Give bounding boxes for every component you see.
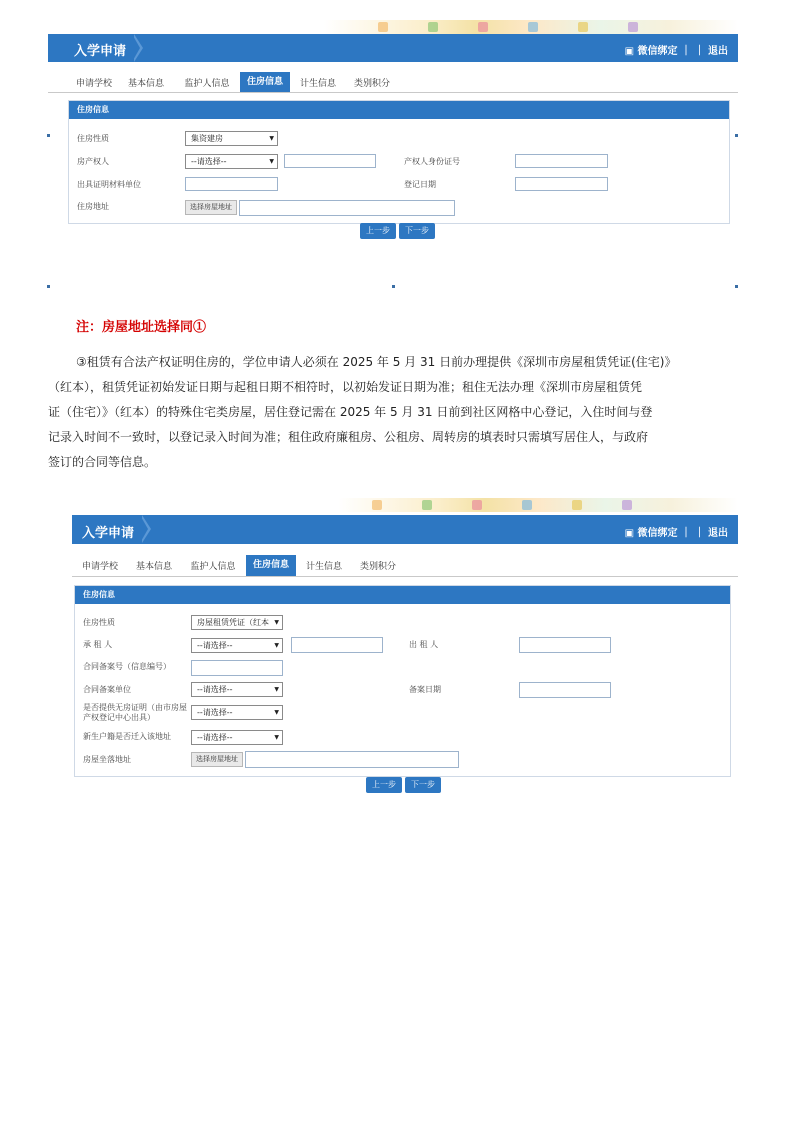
owner-id-input[interactable] [515, 154, 608, 168]
tab-family-planning[interactable]: 计生信息 [299, 79, 336, 89]
label-address: 房屋坐落地址 [83, 755, 131, 764]
dropdown-arrow-icon: ▼ [274, 619, 279, 626]
owner-name-input[interactable] [284, 154, 376, 168]
hukou-moved-select[interactable] [191, 730, 283, 745]
hukou-moved-select-value: --请选择-- [197, 733, 233, 742]
screenshot-housing-rented [72, 498, 738, 796]
tab-housing-info[interactable]: 住房信息 [246, 555, 296, 576]
page-title: 入学申请 [74, 44, 127, 59]
housing-nature-select[interactable] [185, 131, 278, 146]
tab-basic-info[interactable]: 基本信息 [135, 562, 172, 572]
no-house-proof-select[interactable] [191, 705, 283, 720]
record-date-input[interactable] [519, 682, 611, 698]
next-step-button[interactable]: 下一步 [405, 777, 441, 793]
label-owner-id: 产权人身份证号 [404, 157, 460, 166]
label-lessor: 出 租 人 [409, 640, 439, 649]
paragraph-line-4: 记录入时间不一致时，以登记录入时间为准；租住政府廉租房、公租房、周转房的填表时只需填写居住人，与政府 [48, 430, 649, 444]
paragraph-line-3: 证（住宅）》（红本）的特殊住宅类房屋，居住登记需在 2025 年 5 月 31 日前到社区网格中心登记，入住时间与登 [48, 405, 653, 419]
contract-no-input[interactable] [191, 660, 283, 676]
resize-handle [735, 134, 738, 137]
renter-select[interactable] [191, 638, 283, 653]
paragraph-line-2: （红本），租赁凭证初始发证日期与起租日期不相符时，以初始发证日期为准；租住无法办理《深圳市房屋租赁凭 [48, 380, 643, 394]
panel-title: 住房信息 [75, 586, 730, 604]
reg-date-input[interactable] [515, 177, 608, 191]
tab-category-points[interactable]: 类别积分 [353, 79, 390, 89]
lessor-input[interactable] [519, 637, 611, 653]
label-renter: 承 租 人 [83, 640, 113, 649]
header-bar [48, 34, 738, 62]
tab-guardian-info[interactable]: 监护人信息 [190, 562, 236, 572]
header-bar [72, 515, 738, 544]
housing-panel [74, 585, 731, 777]
housing-nature-value: 房屋租赁凭证（红本 [197, 618, 269, 627]
dropdown-arrow-icon: ▼ [274, 642, 279, 649]
tab-bar [48, 72, 738, 93]
address-input[interactable] [245, 751, 459, 768]
label-owner: 房产权人 [77, 157, 109, 166]
address-input[interactable] [239, 200, 455, 216]
panel-title: 住房信息 [69, 101, 729, 119]
header-actions[interactable] [625, 42, 728, 57]
header-actions-text[interactable]: 微信绑定 ｜ ｜ 退出 [637, 528, 728, 539]
tab-basic-info[interactable]: 基本信息 [127, 79, 164, 89]
label-no-house-proof: 是否提供无房证明（由市房屋产权登记中心出具） [83, 703, 187, 722]
header-actions-text[interactable]: 微信绑定 ｜ ｜ 退出 [637, 46, 728, 57]
prev-step-button[interactable]: 上一步 [360, 223, 396, 239]
owner-select-value: --请选择-- [191, 157, 227, 166]
label-housing-nature: 住房性质 [77, 134, 109, 143]
wechat-icon: ▣ [624, 46, 638, 57]
tab-family-planning[interactable]: 计生信息 [305, 562, 342, 572]
paragraph-line-5: 签订的合同等信息。 [48, 455, 157, 469]
next-step-button[interactable]: 下一步 [399, 223, 435, 239]
housing-nature-select[interactable] [191, 615, 283, 630]
record-unit-select-value: --请选择-- [197, 685, 233, 694]
decorative-banner [48, 20, 738, 34]
dropdown-arrow-icon: ▼ [274, 734, 279, 741]
housing-panel [68, 100, 730, 224]
dropdown-arrow-icon: ▼ [274, 686, 279, 693]
housing-nature-value: 集资建房 [191, 134, 223, 143]
wechat-icon: ▣ [624, 528, 638, 539]
label-hukou-moved: 新生户籍是否迁入该地址 [83, 732, 171, 741]
tab-guardian-info[interactable]: 监护人信息 [184, 79, 230, 89]
resize-handle [392, 285, 395, 288]
title-chevron-inner [140, 515, 148, 543]
record-unit-select[interactable] [191, 682, 283, 697]
tab-bar [72, 555, 738, 577]
dropdown-arrow-icon: ▼ [269, 135, 274, 142]
dropdown-arrow-icon: ▼ [274, 709, 279, 716]
decorative-banner [72, 498, 738, 512]
paragraph-line-1: ③租赁有合法产权证明住房的，学位申请人必须在 2025 年 5 月 31 日前办理提供《深圳市房屋租赁凭证(住宅)》 [76, 355, 677, 369]
tab-housing-info[interactable]: 住房信息 [240, 72, 290, 92]
label-issuer: 出具证明材料单位 [77, 180, 141, 189]
prev-step-button[interactable]: 上一步 [366, 777, 402, 793]
label-contract-no: 合同备案号（信息编号） [83, 662, 171, 671]
tab-apply-school[interactable]: 申请学校 [81, 562, 118, 572]
dropdown-arrow-icon: ▼ [269, 158, 274, 165]
label-housing-nature: 住房性质 [83, 618, 115, 627]
resize-handle [735, 285, 738, 288]
owner-select[interactable] [185, 154, 278, 169]
page-title: 入学申请 [82, 526, 135, 541]
label-reg-date: 登记日期 [404, 180, 436, 189]
label-record-unit: 合同备案单位 [83, 685, 131, 694]
header-actions[interactable] [625, 524, 728, 539]
select-address-button[interactable]: 选择房屋地址 [185, 200, 237, 215]
select-address-button[interactable]: 选择房屋地址 [191, 752, 243, 767]
screenshot-housing-owned [48, 20, 738, 242]
note-heading: 注：房屋地址选择同① [76, 320, 207, 335]
label-address: 住房地址 [77, 202, 109, 211]
resize-handle [47, 285, 50, 288]
tab-apply-school[interactable]: 申请学校 [75, 79, 112, 89]
renter-name-input[interactable] [291, 637, 383, 653]
renter-select-value: --请选择-- [197, 641, 233, 650]
resize-handle [47, 134, 50, 137]
no-house-proof-select-value: --请选择-- [197, 708, 233, 717]
issuer-input[interactable] [185, 177, 278, 191]
title-chevron-inner [132, 34, 140, 62]
tab-category-points[interactable]: 类别积分 [359, 562, 396, 572]
label-record-date: 备案日期 [409, 685, 441, 694]
